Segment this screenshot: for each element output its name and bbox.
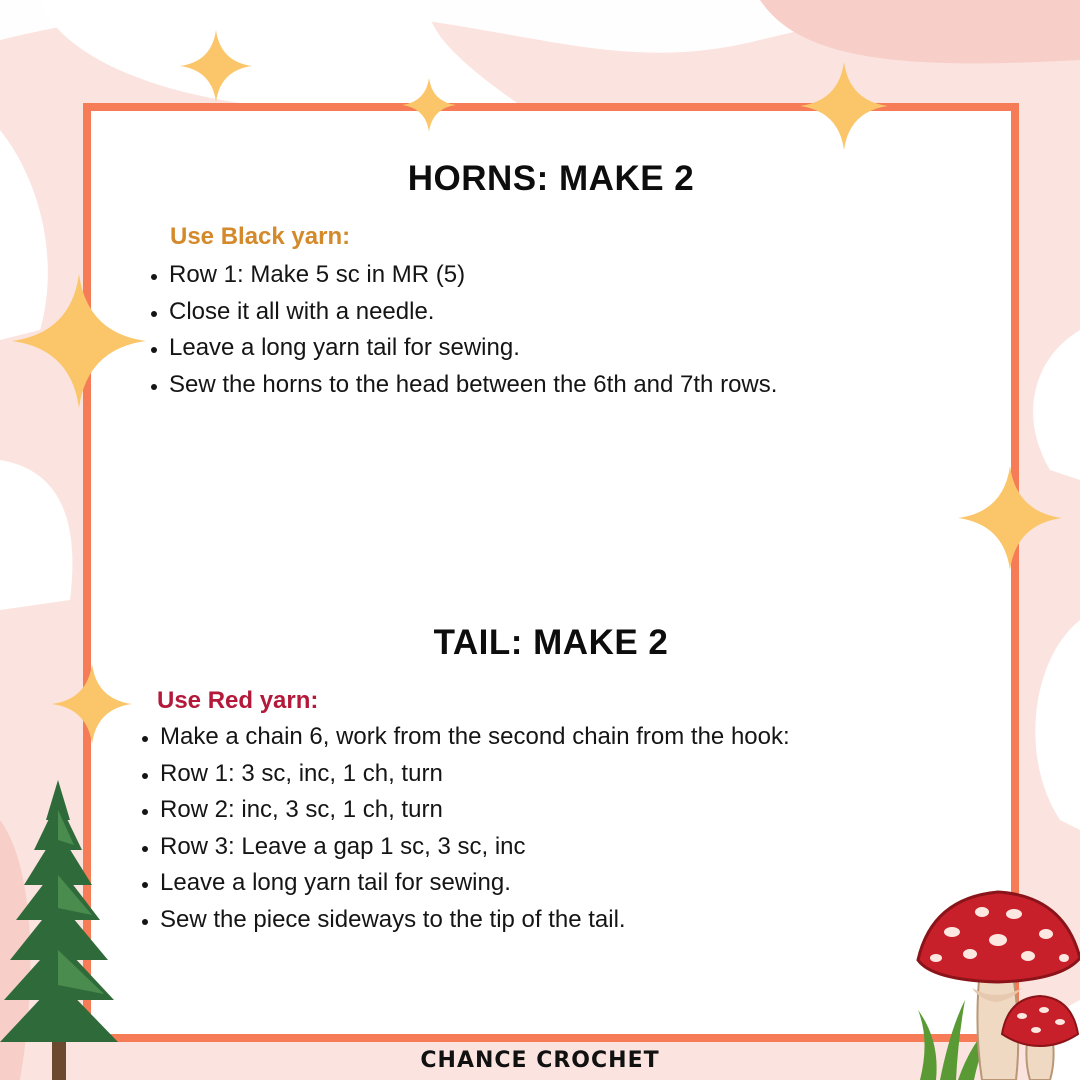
sparkle-icon: [402, 78, 456, 132]
step-item: • Row 1: Make 5 sc in MR (5): [169, 257, 777, 294]
horns-title: HORNS: MAKE 2: [407, 159, 695, 198]
step-item: • Row 3: Leave a gap 1 sc, 3 sc, inc: [160, 829, 790, 866]
sparkle-icon: [180, 30, 252, 102]
sparkle-icon: [958, 466, 1062, 570]
red-yarn-label: Use Red yarn:: [157, 687, 319, 714]
step-item: • Sew the horns to the head between the 6th and 7th rows.: [169, 367, 777, 404]
pattern-card: [83, 103, 1019, 1042]
sparkle-icon: [52, 664, 132, 744]
brand-footer: CHANCE CROCHET: [420, 1048, 660, 1073]
step-item: • Make a chain 6, work from the second chain from the hook:: [160, 719, 790, 756]
step-item: • Row 1: 3 sc, inc, 1 ch, turn: [160, 756, 790, 793]
sparkle-icon: [800, 62, 888, 150]
step-item: • Leave a long yarn tail for sewing.: [160, 865, 790, 902]
step-item: • Row 2: inc, 3 sc, 1 ch, turn: [160, 792, 790, 829]
step-item: • Close it all with a needle.: [169, 294, 777, 331]
pine-tree-icon: [0, 780, 120, 1080]
step-item: • Sew the piece sideways to the tip of the tail.: [160, 902, 790, 939]
step-item: • Leave a long yarn tail for sewing.: [169, 330, 777, 367]
tail-title: TAIL: MAKE 2: [433, 623, 669, 662]
black-yarn-label: Use Black yarn:: [170, 223, 351, 250]
tail-steps-list: [136, 719, 790, 938]
sparkle-icon: [12, 274, 146, 408]
horns-steps-list: [145, 257, 777, 403]
